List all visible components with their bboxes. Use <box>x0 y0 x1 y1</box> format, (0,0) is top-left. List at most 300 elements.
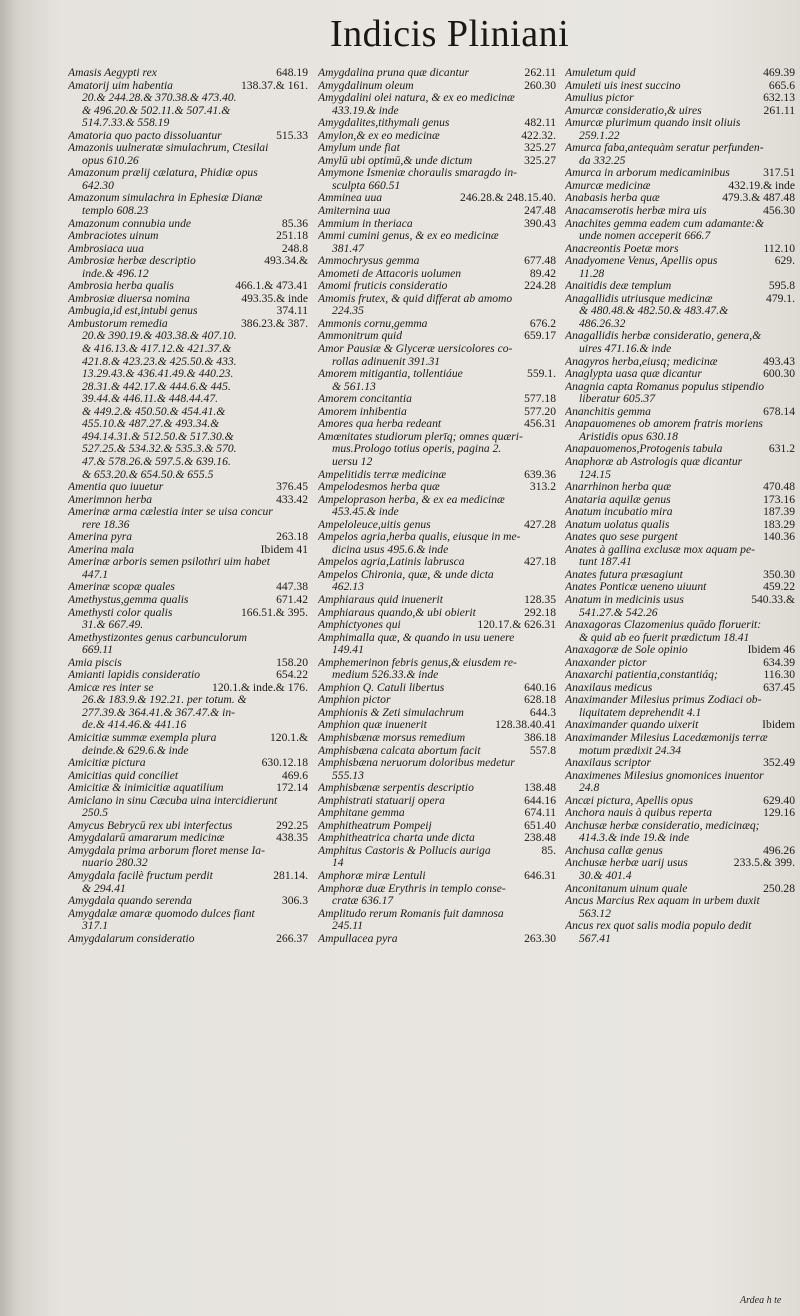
entry-headword <box>68 556 308 569</box>
entry-page-reference: 651.40 <box>524 818 556 832</box>
index-entry <box>68 682 308 732</box>
entry-text: Ambrosiæ herbæ descriptio <box>68 255 196 268</box>
entry-page-reference: 432.19.& inde <box>728 178 795 192</box>
entry-continuation-line: 31.& 667.49. <box>82 619 144 632</box>
entry-page-reference: 469.6 <box>281 768 308 782</box>
index-entry <box>318 870 556 883</box>
entry-page-reference: 422.32. <box>521 128 556 142</box>
entry-text: Amygdalinum oleum <box>318 79 414 92</box>
index-entry <box>68 192 308 217</box>
entry-headword <box>565 117 795 130</box>
entry-headword <box>565 356 795 369</box>
entry-continuation-line: 124.15 <box>579 468 611 481</box>
index-entry <box>318 393 556 406</box>
entry-text: Amygdalites,tithymali genus <box>318 117 450 130</box>
entry-headword <box>68 481 308 494</box>
entry-text: Amphitane gemma <box>318 807 405 820</box>
entry-text: Amphitheatrica charta unde dicta <box>318 832 475 845</box>
entry-text: Anates futura præsagiunt <box>565 568 683 581</box>
index-entry <box>318 343 556 368</box>
entry-text: Amylū ubi optimū,& unde dictum <box>318 154 473 167</box>
index-entry <box>68 632 308 657</box>
entry-text: Anachites gemma eadem cum adamante:& <box>565 217 764 230</box>
index-entry <box>565 694 795 719</box>
entry-headword <box>68 218 308 231</box>
entry-text: Ancæi pictura, Apellis opus <box>565 794 693 807</box>
entry-continuation-line: inde.& 496.12 <box>82 267 149 280</box>
index-entry <box>318 820 556 833</box>
entry-continuation-line: rollas adinuenit 391.31 <box>332 355 441 368</box>
entry-page-reference: 172.14 <box>276 781 308 795</box>
entry-page-reference: 629.40 <box>763 793 795 807</box>
entry-text: Ampeloprason herba, & ex ea medicinæ <box>318 493 505 506</box>
entry-continuation-line: 224.35 <box>332 305 364 318</box>
entry-continuation-line: 317.1 <box>82 920 109 933</box>
entry-page-reference: 640.16 <box>524 680 556 694</box>
entry-page-reference: 233.5.& 399. <box>733 856 795 870</box>
index-entry <box>318 192 556 205</box>
entry-text: Amurca faba,antequàm seratur perfunden- <box>565 142 764 155</box>
entry-continuation-line: & 480.48.& 482.50.& 483.47.& <box>579 305 729 318</box>
entry-headword <box>318 682 556 695</box>
entry-continuation-line: 421.8.& 423.23.& 425.50.& 433. <box>82 355 237 368</box>
entry-text: Amphiaraus quando,& ubi obierit <box>318 606 476 619</box>
index-entry <box>318 330 556 343</box>
index-entry <box>565 757 795 770</box>
entry-page-reference: 281.14. <box>273 869 308 882</box>
entry-continuation-line: liberatur 605.37 <box>579 393 656 406</box>
entry-text: Amatorij uim habentia <box>68 79 173 92</box>
entry-headword <box>318 481 556 494</box>
entry-text: Amometi de Attacoris uolumen <box>318 267 462 280</box>
entry-headword <box>68 632 308 645</box>
entry-headword <box>68 669 308 682</box>
entry-headword <box>318 431 556 444</box>
index-entry <box>318 619 556 632</box>
entry-page-reference: 493.34.& <box>264 254 308 268</box>
index-entry <box>565 356 795 369</box>
entry-text: Ammium in theriaca <box>318 217 413 230</box>
entry-headword <box>565 682 795 695</box>
entry-continuation-line: 26.& 183.9.& 192.21. per totum. & <box>82 694 247 707</box>
entry-continuation-line: mus.Prologo totius operis, pagina 2. <box>332 443 502 456</box>
entry-page-reference: 266.37 <box>276 931 308 945</box>
entry-text: Ambugia,id est,intubi genus <box>68 305 198 318</box>
entry-text: Anaxagoras Clazomenius quādo floruerit: <box>565 619 762 632</box>
entry-text: Ambrosiæ diuersa nomina <box>68 292 190 305</box>
entry-text: Amphion pictor <box>318 694 391 707</box>
entry-continuation-line: 259.1.22 <box>579 129 620 142</box>
entry-text: Amentia quo iuuetur <box>68 481 164 494</box>
entry-page-reference: 678.14 <box>763 404 795 418</box>
entry-page-reference: 469.39 <box>763 66 795 79</box>
index-entry <box>318 657 556 682</box>
entry-continuation-line: tunt 187.41 <box>579 556 632 569</box>
entry-headword <box>565 456 795 469</box>
entry-text: Anaxilaus medicus <box>565 681 653 694</box>
index-entry <box>565 519 795 532</box>
entry-page-reference: 116.30 <box>763 668 795 682</box>
index-entry <box>68 895 308 908</box>
entry-text: Ambustorum remedia <box>68 317 168 330</box>
entry-headword <box>318 368 556 381</box>
entry-text: Amomis frutex, & quid differat ab amomo <box>318 292 513 305</box>
entry-continuation-line: 447.1 <box>82 568 109 581</box>
entry-headword <box>318 80 556 93</box>
index-entry <box>318 569 556 594</box>
index-entry <box>318 255 556 268</box>
entry-text: Amicitiæ summæ exempla plura <box>68 731 217 744</box>
entry-headword <box>565 883 795 896</box>
index-entry <box>565 883 795 896</box>
entry-page-reference: 479.3.& 487.48 <box>722 191 795 205</box>
index-entry <box>68 142 308 167</box>
entry-text: Amerimnon herba <box>68 493 153 506</box>
entry-headword <box>565 481 795 494</box>
entry-text: Amianti lapidis consideratio <box>68 669 201 682</box>
entry-continuation-line: 494.14.31.& 512.50.& 517.30.& <box>82 430 234 443</box>
entry-text: Ampelos agria,herba qualis, eiusque in me- <box>318 531 521 544</box>
entry-continuation-line: 277.39.& 364.41.& 367.47.& in- <box>82 706 235 719</box>
entry-page-reference: 246.28.& 248.15.40. <box>460 191 556 205</box>
entry-page-reference: 632.13 <box>763 91 795 105</box>
entry-text: Ampelos agria,Latinis labrusca <box>318 556 465 569</box>
entry-text: Amia piscis <box>68 656 122 669</box>
entry-text: Amphictyones qui <box>318 619 401 632</box>
entry-headword <box>318 469 556 482</box>
entry-page-reference: 459.22 <box>763 580 795 594</box>
entry-text: Amurcæ plurimum quando insit oliuis <box>565 117 741 130</box>
entry-text: Amygdala facilè fructum perdit <box>68 870 213 882</box>
entry-continuation-line: liquitatem deprehendit 4.1 <box>579 706 702 719</box>
entry-text: Anates à gallina exclusæ mox aquam pe- <box>565 543 755 556</box>
index-entry <box>565 205 795 218</box>
entry-page-reference: 317.51 <box>763 166 795 180</box>
entry-continuation-line: & 496.20.& 502.11.& 507.41.& <box>82 104 231 117</box>
entry-page-reference: 85.36 <box>281 216 308 230</box>
entry-page-reference: 466.1.& 473.41 <box>235 279 308 293</box>
index-entry <box>318 782 556 795</box>
entry-text: Anaximander Milesius primus Zodiaci ob- <box>565 694 762 707</box>
entry-page-reference: 665.6 <box>768 78 795 92</box>
entry-headword <box>565 142 795 155</box>
entry-headword <box>318 908 556 921</box>
entry-page-reference: 493.35.& inde <box>241 291 308 305</box>
index-entry <box>68 67 308 80</box>
entry-page-reference: 140.36 <box>763 530 795 544</box>
entry-text: Amygdala prima arborum floret mense Ia- <box>68 844 265 857</box>
entry-text: Amerinæ scopæ quales <box>68 581 175 594</box>
entry-text: Amphitheatrum Pompeij <box>318 819 432 832</box>
entry-page-reference: 493.43 <box>763 354 795 368</box>
entry-page-reference: 639.36 <box>524 467 556 481</box>
entry-headword <box>318 870 556 883</box>
entry-page-reference: 262.11 <box>524 66 556 79</box>
entry-text: Anapauomenos,Protogenis tabula <box>565 443 723 456</box>
index-entry <box>68 757 308 770</box>
index-entry <box>318 431 556 469</box>
entry-text: Amor Pausiæ & Glyceræ uersicolores co- <box>318 343 513 356</box>
entry-text: Anchora nauis à quibus reperta <box>565 807 713 820</box>
entry-page-reference: 427.28 <box>524 517 556 531</box>
entry-text: Anagyros herba,eiusq; medicinæ <box>565 355 718 368</box>
entry-text: Anaxarchi patientia,constantiáq; <box>565 669 718 682</box>
entry-headword <box>318 494 556 507</box>
index-entry <box>318 845 556 870</box>
entry-continuation-line: 381.47 <box>332 242 364 255</box>
entry-page-reference: 251.18 <box>276 229 308 243</box>
entry-text: Amphemerinon febris genus,& eiusdem re- <box>318 656 517 669</box>
entry-text: Amymone Ismeniæ choraulis smaragdo in- <box>318 167 518 180</box>
entry-headword <box>565 807 795 820</box>
index-entry <box>318 142 556 155</box>
index-entry <box>68 318 308 481</box>
entry-headword <box>318 556 556 569</box>
index-entry <box>68 506 308 531</box>
entry-page-reference: 447.38 <box>276 580 308 594</box>
entry-text: Amphion Q. Catuli libertus <box>318 681 445 694</box>
entry-page-reference: 648.19 <box>276 66 308 79</box>
index-entry <box>565 857 795 882</box>
entry-headword <box>318 393 556 406</box>
entry-text: Amygdalæ amaræ quomodo dulces fiant <box>68 907 255 920</box>
index-entry <box>318 519 556 532</box>
entry-headword <box>565 519 795 532</box>
entry-headword <box>318 92 556 105</box>
entry-headword <box>565 67 795 80</box>
index-entry <box>318 594 556 607</box>
index-entry <box>318 745 556 758</box>
entry-headword <box>565 694 795 707</box>
entry-headword <box>565 92 795 105</box>
entry-text: Amœnitates studiorum plerīq; omnes quæri- <box>318 430 523 443</box>
entry-continuation-line: 14 <box>332 857 344 870</box>
entry-headword <box>68 506 308 519</box>
entry-continuation-line: 642.30 <box>82 179 114 192</box>
entry-headword <box>318 519 556 532</box>
index-entry <box>565 218 795 243</box>
index-entry <box>68 556 308 581</box>
index-entry <box>565 92 795 105</box>
index-entry <box>68 933 308 946</box>
entry-continuation-line: 486.26.32 <box>579 317 626 330</box>
entry-page-reference: 456.30 <box>763 204 795 218</box>
index-entry <box>68 770 308 783</box>
index-entry <box>68 531 308 544</box>
entry-headword <box>68 795 308 808</box>
entry-headword <box>565 205 795 218</box>
entry-continuation-line: cratæ 636.17 <box>332 895 394 908</box>
index-entry <box>68 218 308 231</box>
entry-headword <box>565 368 795 381</box>
entry-headword <box>565 418 795 431</box>
entry-page-reference: 577.20 <box>524 404 556 418</box>
entry-headword <box>68 908 308 921</box>
entry-headword <box>318 268 556 281</box>
index-entry <box>68 230 308 243</box>
index-entry <box>565 192 795 205</box>
entry-text: Anaphoræ ab Astrologis quæ dicantur <box>565 455 743 468</box>
index-entry <box>68 870 308 895</box>
index-entry <box>318 732 556 745</box>
entry-continuation-line: 669.11 <box>82 644 114 657</box>
entry-page-reference: 676.2 <box>529 316 556 330</box>
entry-continuation-line: 527.25.& 534.32.& 535.3.& 570. <box>82 443 237 456</box>
entry-continuation-line: medium 526.33.& inde <box>332 669 439 682</box>
entry-headword <box>318 732 556 745</box>
index-entry <box>68 732 308 757</box>
entry-text: Amulius pictor <box>565 92 634 105</box>
index-entry <box>68 167 308 192</box>
index-entry <box>318 230 556 255</box>
entry-headword <box>318 933 556 946</box>
entry-text: Ananchitis gemma <box>565 405 651 418</box>
index-entry <box>68 280 308 293</box>
entry-text: Amplitudo rerum Romanis fuit damnosa <box>318 907 504 920</box>
entry-headword <box>565 732 795 745</box>
entry-headword <box>318 343 556 356</box>
entry-text: Ampullacea pyra <box>318 932 398 945</box>
index-entry <box>68 832 308 845</box>
index-entry <box>68 80 308 130</box>
entry-text: Amuleti uis inest succino <box>565 79 681 92</box>
entry-headword <box>68 130 308 143</box>
entry-page-reference: 138.37.& 161. <box>241 78 308 92</box>
entry-headword <box>318 782 556 795</box>
entry-headword <box>565 381 795 394</box>
entry-text: Amores qua herba redeant <box>318 418 442 431</box>
index-entry <box>565 644 795 657</box>
entry-headword <box>318 418 556 431</box>
entry-headword <box>565 494 795 507</box>
index-entry <box>68 581 308 594</box>
entry-text: Anates quo sese purgent <box>565 531 678 544</box>
entry-text: Anchusa callæ genus <box>565 844 663 857</box>
entry-text: Ampelos Chironia, quæ, & unde dicta <box>318 568 494 581</box>
index-entry <box>318 632 556 657</box>
entry-page-reference: 433.42 <box>276 492 308 506</box>
index-entry <box>565 657 795 670</box>
entry-headword <box>318 694 556 707</box>
entry-headword <box>318 832 556 845</box>
index-entry <box>68 795 308 820</box>
entry-headword <box>565 443 795 456</box>
entry-text: Amphisbæna calcata abortum facit <box>318 744 481 757</box>
index-entry <box>318 67 556 80</box>
entry-continuation-line: nuario 280.32 <box>82 857 148 870</box>
entry-continuation-line: 28.31.& 442.17.& 444.6.& 445. <box>82 380 231 393</box>
entry-text: Amphoræ duæ Erythris in templo conse- <box>318 882 506 895</box>
entry-text: Amurcæ medicinæ <box>565 179 651 192</box>
index-entry <box>68 820 308 833</box>
entry-text: Amurca in arborum medicaminibus <box>565 167 730 180</box>
entry-page-reference: 247.48 <box>524 204 556 218</box>
entry-continuation-line: 462.13 <box>332 581 364 594</box>
entry-continuation-line: & 653.20.& 654.50.& 655.5 <box>82 468 214 481</box>
entry-headword <box>318 280 556 293</box>
entry-text: Amethystizontes genus carbunculorum <box>68 631 248 644</box>
entry-continuation-line: rere 18.36 <box>82 518 130 531</box>
entry-page-reference: 496.26 <box>763 843 795 857</box>
index-entry <box>565 669 795 682</box>
entry-page-reference: 158.20 <box>276 655 308 669</box>
index-entry <box>565 481 795 494</box>
entry-headword <box>318 255 556 268</box>
entry-text: Anatum in medicinis usus <box>565 593 684 606</box>
entry-text: Amorem inhibentia <box>318 405 407 418</box>
index-entry <box>318 293 556 318</box>
entry-page-reference: 390.43 <box>524 216 556 230</box>
entry-page-reference: 631.2 <box>768 442 795 456</box>
entry-text: Anacamserotis herbæ mira uis <box>565 205 707 218</box>
index-entry <box>318 556 556 569</box>
index-entry <box>318 92 556 117</box>
entry-text: Amazonum simulachra in Ephesiæ Dianæ <box>68 192 263 205</box>
entry-headword <box>318 406 556 419</box>
index-entry <box>565 682 795 695</box>
index-entry <box>565 732 795 757</box>
entry-text: Amphimalla quæ, & quando in usu uenere <box>318 631 515 644</box>
entry-page-reference: 674.11 <box>524 806 556 820</box>
entry-page-reference: 376.45 <box>276 480 308 494</box>
entry-page-reference: 540.33.& <box>751 592 795 606</box>
index-entry <box>318 883 556 908</box>
entry-continuation-line: 455.10.& 487.27.& 493.34.& <box>82 418 220 431</box>
index-entry <box>318 130 556 143</box>
index-entry <box>68 494 308 507</box>
entry-continuation-line: 433.19.& inde <box>332 104 399 117</box>
entry-page-reference: 313.2 <box>529 480 556 494</box>
entry-headword <box>565 531 795 544</box>
index-entry <box>565 105 795 118</box>
index-entry <box>68 544 308 557</box>
entry-headword <box>565 820 795 833</box>
entry-page-reference: 634.39 <box>763 655 795 669</box>
entry-headword <box>565 795 795 808</box>
entry-continuation-line: & quid ab eo fuerit prædictum 18.41 <box>579 631 750 644</box>
entry-text: Anaximander quando uixerit <box>565 719 699 732</box>
entry-headword <box>565 757 795 770</box>
index-entry <box>565 456 795 481</box>
entry-page-reference: 128.38.40.41 <box>495 718 556 732</box>
entry-text: Amicitias quid conciliet <box>68 769 179 782</box>
index-entry <box>318 205 556 218</box>
entry-headword <box>68 192 308 205</box>
index-entry <box>565 243 795 256</box>
index-entry <box>565 619 795 644</box>
entry-text: Amomi fruticis consideratio <box>318 280 448 293</box>
entry-continuation-line: deinde.& 629.6.& inde <box>82 744 189 757</box>
entry-page-reference: 456.31 <box>524 417 556 431</box>
entry-headword <box>318 167 556 180</box>
index-entry <box>318 795 556 808</box>
entry-page-reference: 352.49 <box>763 756 795 770</box>
entry-text: Amygdalina pruna quæ dicantur <box>318 67 470 79</box>
entry-headword <box>68 230 308 243</box>
entry-text: Ancus rex quot salis modia populo dedit <box>565 920 752 933</box>
entry-page-reference: 306.3 <box>281 894 308 908</box>
entry-continuation-line: de.& 414.46.& 441.16 <box>82 719 187 732</box>
index-entry <box>68 594 308 607</box>
entry-text: Anacreontis Poetæ mors <box>565 242 679 255</box>
index-entry <box>318 719 556 732</box>
entry-text: Anabasis herba quæ <box>565 192 660 205</box>
entry-text: Anatum uolatus qualis <box>565 518 670 531</box>
index-entry <box>565 117 795 142</box>
entry-headword <box>68 494 308 507</box>
entry-text: Anaxander pictor <box>565 656 647 669</box>
entry-page-reference: 260.30 <box>524 78 556 92</box>
